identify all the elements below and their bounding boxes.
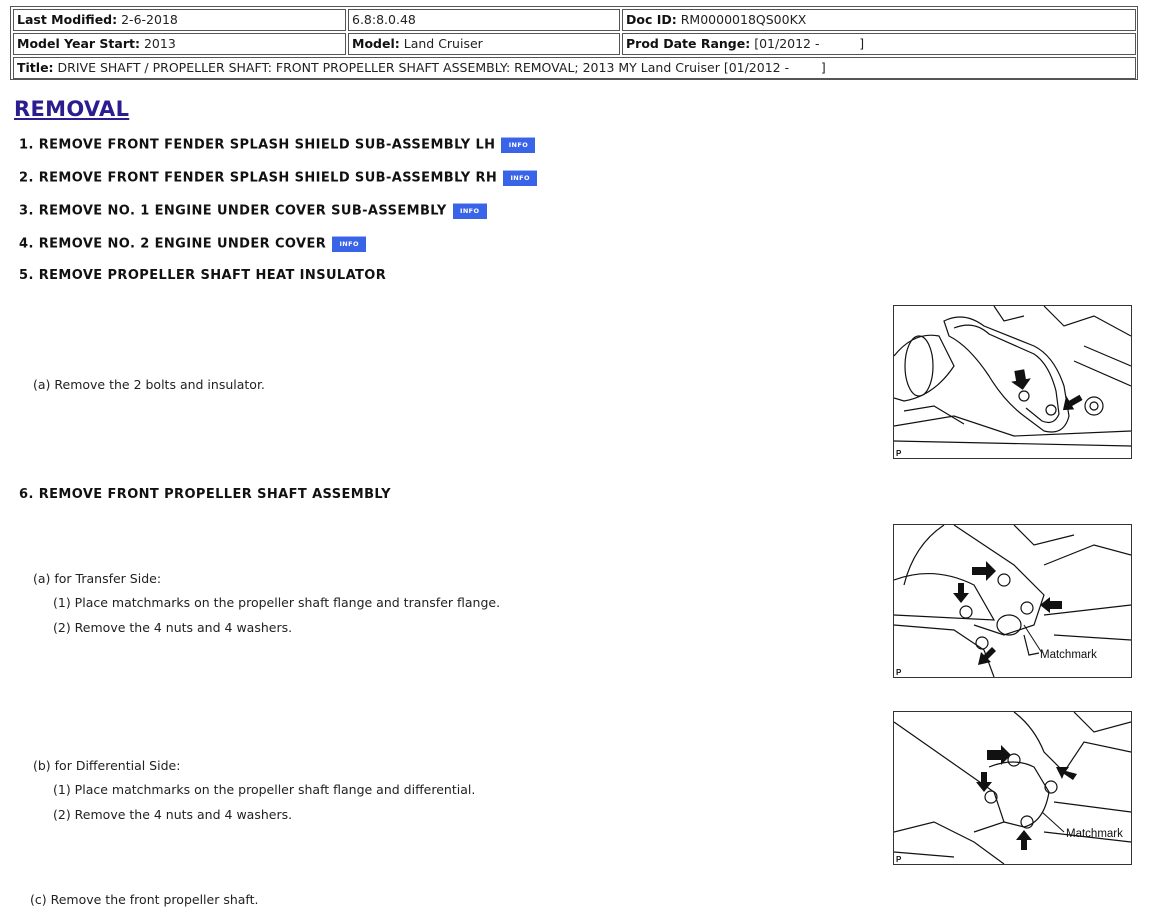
last-modified-cell [13,9,346,31]
title-cell [13,57,1136,79]
step-6-label: 6. REMOVE FRONT PROPELLER SHAFT ASSEMBLY [19,487,391,502]
step-5-a: (a) Remove the 2 bolts and insulator. [33,377,265,392]
matchmark-label: Matchmark [1066,828,1123,840]
step-1-label: 1. REMOVE FRONT FENDER SPLASH SHIELD SUB-ASSEMBLY LH [19,137,496,153]
last-modified-value: 2-6-2018 [121,12,178,27]
step-5 [19,268,386,283]
info-button[interactable]: INFO [453,203,487,219]
figure-transfer-side [893,524,1132,678]
step-6-b-1: (1) Place matchmarks on the propeller shaft flange and differential. [53,782,476,797]
prod-range-value: [01/2012 - ] [754,36,865,51]
figure-heat-insulator [893,305,1132,459]
step-6-b: (b) for Differential Side: [33,758,181,773]
section-title: REMOVAL [14,97,130,121]
step-1 [19,137,535,153]
step-6 [19,487,391,502]
step-3-label: 3. REMOVE NO. 1 ENGINE UNDER COVER SUB-ASSEMBLY [19,203,447,219]
info-button[interactable]: INFO [501,137,535,153]
model-year-label: Model Year Start: [17,36,140,51]
step-6-a-1: (1) Place matchmarks on the propeller shaft flange and transfer flange. [53,595,501,610]
step-3 [19,203,487,219]
step-6-b-2: (2) Remove the 4 nuts and 4 washers. [53,807,293,822]
info-button[interactable]: INFO [503,170,537,186]
figure-corner-mark: P [896,668,902,677]
doc-id-value: RM0000018QS00KX [680,12,807,27]
figure-corner-mark: P [896,449,902,458]
step-4 [19,236,366,252]
info-button[interactable]: INFO [332,236,366,252]
prod-range-label: Prod Date Range: [626,36,751,51]
version-cell [348,9,620,31]
model-year-cell [13,33,346,55]
title-value: DRIVE SHAFT / PROPELLER SHAFT: FRONT PROPELLER SHAFT ASSEMBLY: REMOVAL; 2013 MY Land Cruiser [01/2012 - ] [57,60,826,75]
model-year-value: 2013 [143,36,176,51]
doc-id-cell [622,9,1136,31]
matchmark-label: Matchmark [1040,649,1097,661]
title-label: Title: [17,60,54,75]
step-6-a: (a) for Transfer Side: [33,571,162,586]
step-2 [19,170,537,186]
model-cell [348,33,620,55]
step-6-a-2: (2) Remove the 4 nuts and 4 washers. [53,620,293,635]
step-6-c: (c) Remove the front propeller shaft. [30,892,259,907]
figure-differential-side [893,711,1132,865]
version-value: 6.8:8.0.48 [352,12,416,27]
model-label: Model: [352,36,400,51]
figure-corner-mark: P [896,855,902,864]
prod-range-cell [622,33,1136,55]
step-2-label: 2. REMOVE FRONT FENDER SPLASH SHIELD SUB-ASSEMBLY RH [19,170,498,186]
model-value: Land Cruiser [403,36,483,51]
step-4-label: 4. REMOVE NO. 2 ENGINE UNDER COVER [19,236,327,252]
doc-id-label: Doc ID: [626,12,677,27]
step-5-label: 5. REMOVE PROPELLER SHAFT HEAT INSULATOR [19,268,387,283]
last-modified-label: Last Modified: [17,12,118,27]
header-table [10,6,1138,80]
